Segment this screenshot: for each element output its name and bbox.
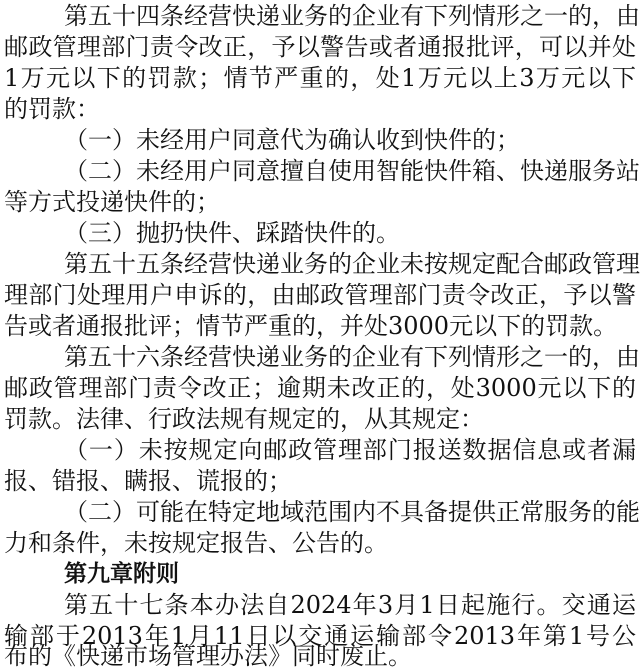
list-item: （二）可能在特定地域范围内不具备提供正常服务的能 [64,498,640,526]
text-line: 第五十四条经营快递业务的企业有下列情形之一的，由 [64,2,640,30]
text-line: 输部于2013年1月11日以交通运输部令2013年第1号公 [4,622,636,650]
text-line: 第五十五条经营快递业务的企业未按规定配合邮政管理 [64,250,640,278]
text-line: 1万元以下的罚款；情节严重的，处1万元以上3万元以下 [4,64,636,92]
list-item: 力和条件，未按规定报告、公告的。 [4,529,388,557]
text-line: 罚款。法律、行政法规有规定的，从其规定： [4,405,484,433]
text-line: 邮政管理部门责令改正；逾期未改正的，处3000元以下的 [4,374,636,402]
text-line: 第五十六条经营快递业务的企业有下列情形之一的，由 [64,343,640,371]
list-item: （二）未经用户同意擅自使用智能快件箱、快递服务站 [64,157,640,185]
list-item: 报、错报、瞒报、谎报的； [4,467,292,495]
text-line: 告或者通报批评；情节严重的，并处3000元以下的罚款。 [4,312,618,340]
text-line: 第五十七条本办法自2024年3月1日起施行。交通运 [64,591,636,619]
text-line: 理部门处理用户申诉的，由邮政管理部门责令改正，予以警 [4,281,636,309]
list-item: （一）未按规定向邮政管理部门报送数据信息或者漏 [64,436,636,464]
list-item: （三）抛扔快件、踩踏快件的。 [64,219,400,247]
text-line: 的罚款： [4,95,100,123]
chapter-heading: 第九章附则 [64,561,179,587]
text-line: 邮政管理部门责令改正，予以警告或者通报批评，可以并处 [4,33,636,61]
list-item: 等方式投递快件的； [4,188,220,216]
list-item: （一）未经用户同意代为确认收到快件的； [64,126,520,154]
text-line: 布的《快递市场管理办法》同时废止。 [4,642,412,670]
